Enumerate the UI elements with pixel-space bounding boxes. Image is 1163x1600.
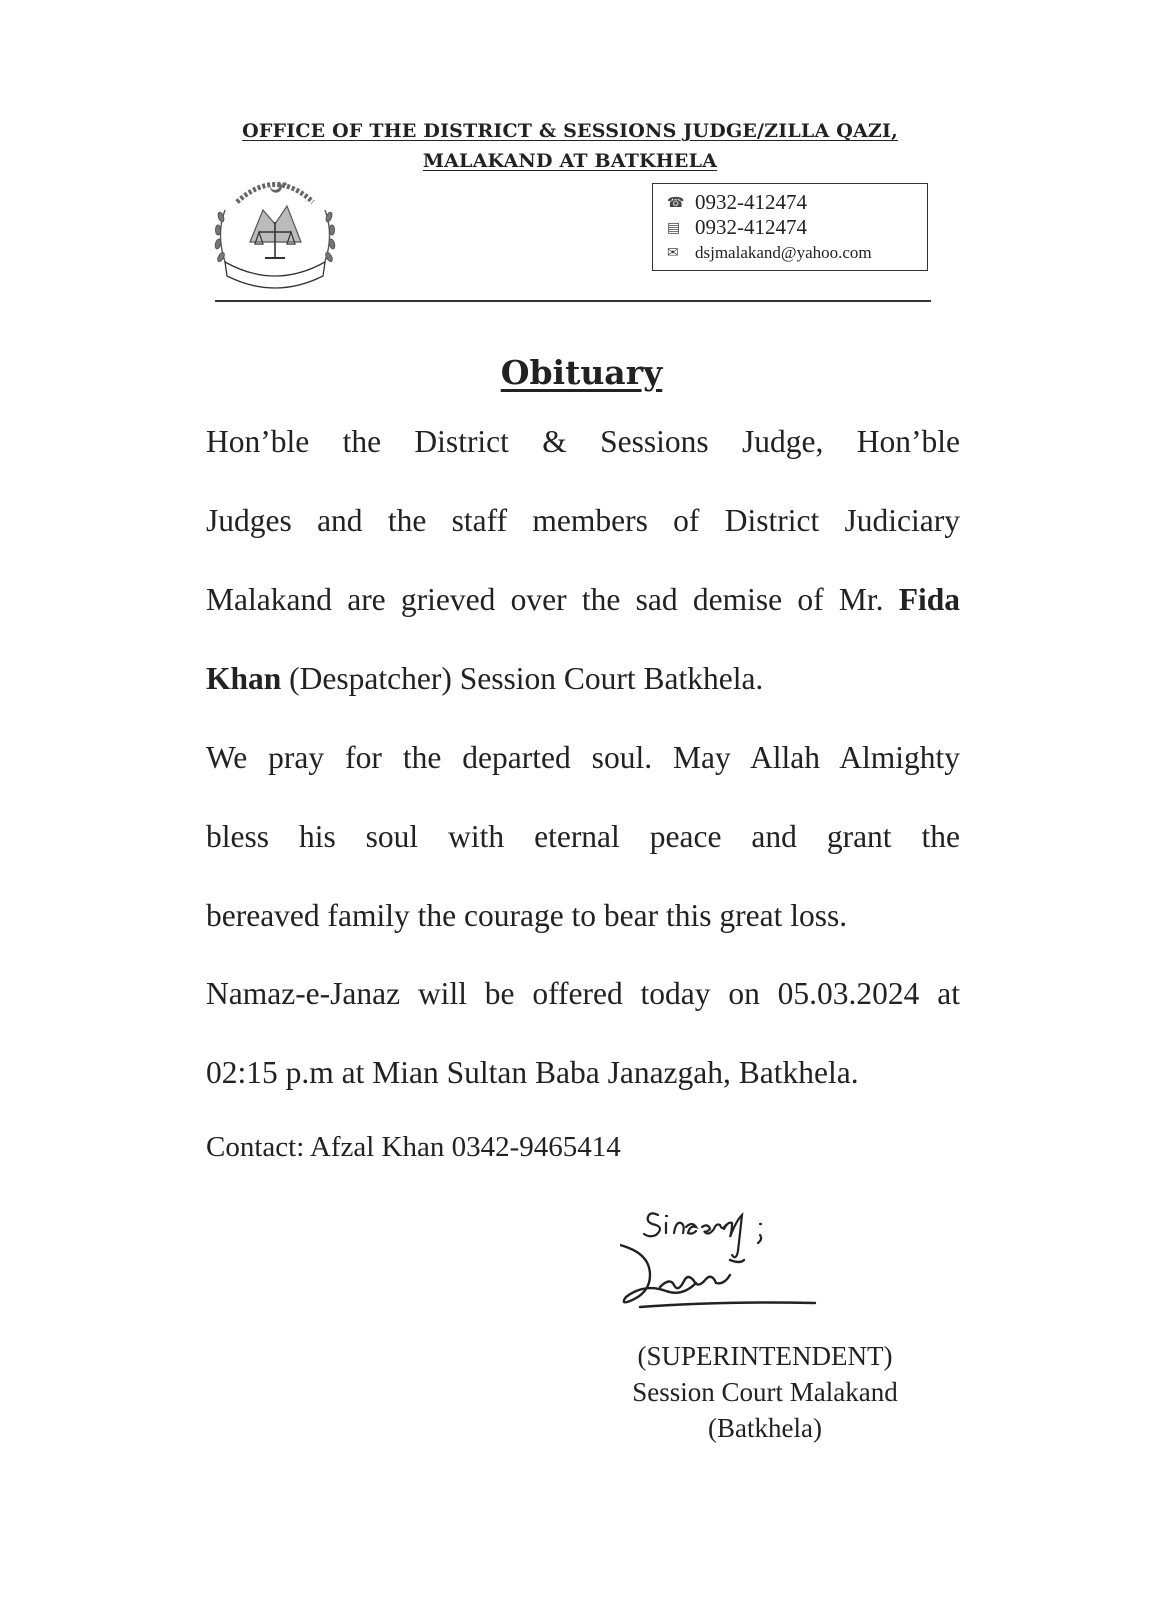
paragraph-3-line-2: 02:15 p.m at Mian Sultan Baba Janazgah, Batkhela. — [206, 1055, 859, 1090]
paragraph-1 — [206, 422, 960, 738]
deceased-last-name: Khan — [206, 661, 282, 696]
district-judiciary-seal — [205, 162, 345, 292]
paragraph-3-line-1: Namaz-e-Janaz will be offered today on 05.03.2024 at — [206, 976, 960, 1011]
phone-icon: ☎ — [667, 194, 685, 211]
paragraph-1-line-3 — [206, 580, 960, 659]
contact-info-box — [652, 183, 928, 271]
paragraph-2-line-1: We pray for the departed soul. May Allah Almighty — [206, 740, 960, 775]
paragraph-2-line-2: bless his soul with eternal peace and grant the — [206, 819, 960, 854]
paragraph-1-line-3-text: Malakand are grieved over the sad demise of Mr. — [206, 582, 899, 617]
letterhead-line-1: OFFICE OF THE DISTRICT & SESSIONS JUDGE/ZILLA QAZI, — [242, 120, 898, 142]
letterhead-divider — [215, 300, 931, 302]
phone-number: 0932-412474 — [695, 190, 807, 214]
fax-number: 0932-412474 — [695, 215, 807, 239]
fax-row — [667, 215, 927, 240]
paragraph-3 — [206, 974, 960, 1132]
paragraph-1-line-4 — [206, 659, 960, 738]
signatory-block — [600, 1338, 930, 1446]
signatory-place: (Batkhela) — [708, 1413, 822, 1443]
email-address: dsjmalakand@yahoo.com — [695, 242, 872, 262]
signatory-designation: (SUPERINTENDENT) — [637, 1341, 893, 1371]
paragraph-1-line-1: Hon’ble the District & Sessions Judge, Hon’ble — [206, 424, 960, 459]
contact-person: Contact: Afzal Khan 0342-9465414 — [206, 1131, 621, 1163]
document-title: Obituary — [500, 353, 663, 392]
paragraph-1-line-4-text: (Despatcher) Session Court Batkhela. — [281, 661, 764, 696]
email-row — [667, 240, 927, 265]
paragraph-2 — [206, 738, 960, 975]
envelope-icon: ✉ — [667, 244, 679, 261]
fax-icon: ▤ — [667, 219, 681, 236]
paragraph-1-line-2: Judges and the staff members of District Judiciary — [206, 503, 960, 538]
letterhead-line-2: MALAKAND AT BATKHELA — [422, 150, 718, 172]
signatory-office: Session Court Malakand — [632, 1377, 898, 1407]
deceased-first-name: Fida — [898, 582, 960, 617]
paragraph-2-line-3: bereaved family the courage to bear this great loss. — [206, 898, 848, 933]
phone-row — [667, 190, 927, 215]
handwritten-signature — [620, 1205, 870, 1340]
